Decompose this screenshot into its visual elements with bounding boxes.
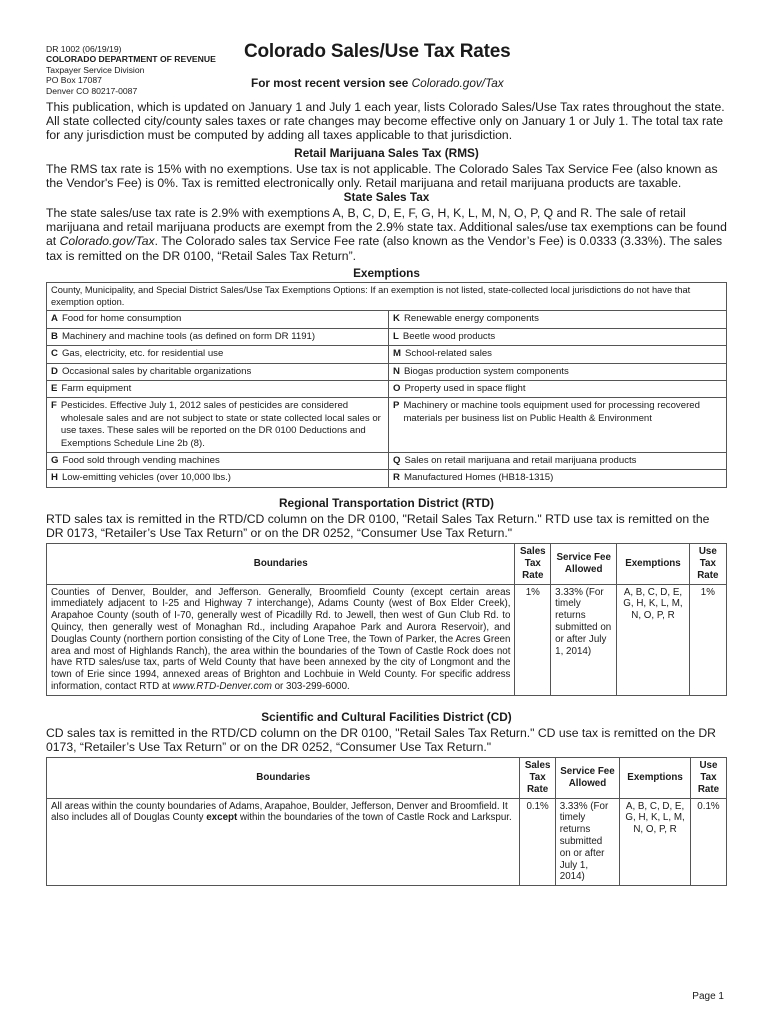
rtd-service-fee: 3.33% (For timely returns submitted on or after July 1, 2014) (551, 584, 617, 695)
exemption-letter: F (51, 400, 57, 412)
exemption-text: Renewable energy components (403, 313, 539, 325)
exemption-cell (47, 311, 389, 328)
exemptions-table (46, 282, 727, 488)
exemption-text: Property used in space flight (404, 383, 526, 395)
exemption-letter: E (51, 383, 58, 395)
header (46, 41, 727, 100)
rtd-col-exemptions: Exemptions (617, 544, 689, 584)
intro-paragraph: This publication, which is updated on January 1 and July 1 each year, lists Colorado Sales/Use Tax rates throughout the state. All state collected city/county sales taxes or rate changes may become effective only on January 1 or July 1. The total tax rate for any jurisdiction must be computed by adding all taxes applicable to that jurisdiction. (46, 100, 725, 143)
department-name: COLORADO DEPARTMENT OF REVENUE (46, 54, 216, 65)
header-address (46, 44, 216, 96)
rms-heading: Retail Marijuana Sales Tax (RMS) (294, 145, 479, 160)
page-subtitle: For most recent version see Colorado.gov/Tax (251, 76, 504, 90)
exemption-row (47, 470, 727, 487)
rtd-exemptions: A, B, C, D, E, G, H, K, L, M, N, O, P, R (617, 584, 689, 695)
exemption-cell (47, 346, 389, 363)
exemption-row (47, 346, 727, 363)
cd-row (47, 798, 727, 886)
rtd-table (46, 543, 727, 696)
exemption-cell (47, 363, 389, 380)
exemption-text: Manufactured Homes (HB18-1315) (403, 472, 554, 484)
exemption-row (47, 328, 727, 345)
exemption-text: Gas, electricity, etc. for residential use (61, 348, 224, 360)
exemption-text: Farm equipment (61, 383, 132, 395)
exemption-cell (47, 470, 389, 487)
exemptions-note: County, Municipality, and Special District Sales/Use Tax Exemptions Options: If an exemption is not listed, state-collected local jurisdictions do not have that exemption option. (47, 282, 727, 311)
cd-boundaries-text: All areas within the county boundaries of Adams, Arapahoe, Boulder, Jefferson, Denver and Broomfield. It also includes all of Douglas County except within the boundaries of the town of Castle Rock and Larkspur. (47, 798, 520, 886)
state-tax-link[interactable]: Colorado.gov/Tax (59, 234, 155, 249)
exemption-text: Machinery and machine tools (as defined on form DR 1191) (61, 330, 316, 342)
exemption-cell (47, 453, 389, 470)
exemption-row (47, 363, 727, 380)
exemption-cell (47, 381, 389, 398)
po-box: PO Box 17087 (46, 75, 102, 86)
exemption-letter: D (51, 365, 58, 377)
state-tax-paragraph: The state sales/use tax rate is 2.9% with exemptions A, B, C, D, E, F, G, H, K, L, M, N, O, P, Q and R. The sale of retail marijuana and retail marijuana products are exempt from the 2.9% state tax. Additional sales/use tax exemptions can be found at Colorado.gov/Tax. The Colorado sales tax Service Fee rate (also known as the Vendor’s Fee) is 0.0333 (3.33%). The sales tax is remitted on the DR 0100, “Retail Sales Tax Return”. (46, 206, 727, 263)
document-page (46, 41, 727, 886)
cd-col-boundaries: Boundaries (47, 758, 520, 798)
exemption-letter: Q (393, 455, 401, 467)
cd-heading: Scientific and Cultural Facilities District (CD) (261, 709, 512, 724)
exemption-row (47, 311, 727, 328)
exemption-cell (47, 398, 389, 453)
cd-exemptions: A, B, C, D, E, G, H, K, L, M, N, O, P, R (620, 798, 691, 886)
exemption-cell (47, 328, 389, 345)
exemption-cell (389, 328, 727, 345)
rtd-col-use: Use Tax Rate (689, 544, 726, 584)
exemption-letter: N (393, 365, 400, 377)
exemption-cell (389, 453, 727, 470)
rtd-col-fee: Service Fee Allowed (551, 544, 617, 584)
exemption-row (47, 453, 727, 470)
exemption-text: Biogas production system components (403, 365, 569, 377)
exemption-cell (389, 363, 727, 380)
exemption-row (47, 381, 727, 398)
rtd-heading: Regional Transportation District (RTD) (279, 495, 494, 510)
rtd-sales-rate: 1% (515, 584, 551, 695)
city-zip: Denver CO 80217-0087 (46, 85, 138, 96)
exemption-text: Food sold through vending machines (62, 455, 220, 467)
exemption-letter: R (393, 472, 400, 484)
division-name: Taxpayer Service Division (46, 64, 145, 75)
cd-col-fee: Service Fee Allowed (555, 758, 619, 798)
exemption-letter: O (393, 383, 401, 395)
rms-paragraph: The RMS tax rate is 15% with no exemptions. Use tax is not applicable. The Colorado Sales Tax Service Fee (also known as the Vendor's Fee) is 0%. Tax is remitted electronically only. Retail marijuana and retail marijuana products are taxable. (46, 161, 718, 190)
rtd-website-link[interactable]: www.RTD-Denver.com (172, 681, 272, 693)
exemption-text: Food for home consumption (61, 313, 182, 325)
cd-service-fee: 3.33% (For timely returns submitted on or after July 1, 2014) (555, 798, 619, 886)
exemptions-heading: Exemptions (353, 265, 420, 280)
exemption-text: Occasional sales by charitable organizations (61, 365, 252, 377)
exemption-cell (389, 398, 727, 453)
exemption-letter: H (51, 472, 58, 484)
exemption-cell (389, 470, 727, 487)
exemption-text: School-related sales (405, 348, 492, 360)
exemption-cell (389, 381, 727, 398)
exemption-letter: L (393, 330, 399, 342)
cd-col-sales: Sales Tax Rate (520, 758, 555, 798)
exemption-cell (389, 311, 727, 328)
exemption-letter: A (51, 313, 58, 325)
state-tax-heading: State Sales Tax (343, 190, 430, 205)
exemption-letter: G (51, 455, 59, 467)
exemption-row (47, 398, 727, 453)
exemption-letter: M (393, 348, 402, 360)
exemption-letter: C (51, 348, 58, 360)
colorado-tax-link[interactable]: Colorado.gov/Tax (411, 76, 504, 90)
exemption-letter: B (51, 330, 58, 342)
exemption-text: Beetle wood products (402, 330, 496, 342)
exemption-text: Sales on retail marijuana and retail marijuana products (404, 455, 637, 467)
rtd-paragraph: RTD sales tax is remitted in the RTD/CD column on the DR 0100, "Retail Sales Tax Return." RTD use tax is remitted on the DR 0173, “Retailer’s Use Tax Return” or on the DR 0252, “Consumer Use Tax Return." (46, 511, 710, 541)
exemption-letter: P (393, 400, 400, 412)
cd-col-use: Use Tax Rate (690, 758, 726, 798)
form-id: DR 1002 (06/19/19) (46, 44, 122, 54)
exemption-text: Machinery or machine tools equipment used for processing recovered materials per business list on Public Health & Environment (403, 400, 700, 424)
rtd-use-rate: 1% (689, 584, 726, 695)
rtd-col-boundaries: Boundaries (47, 544, 515, 584)
exemption-text: Pesticides. Effective July 1, 2012 sales of pesticides are considered wholesale sales and are not subject to state or state collected local sales or use taxes. These sales will be reported on the DR 0100 Deductions and Exemptions Schedule Line 2b (8). (60, 400, 381, 449)
rtd-col-sales: Sales Tax Rate (515, 544, 551, 584)
exemption-cell (389, 346, 727, 363)
page-title: Colorado Sales/Use Tax Rates (244, 41, 511, 62)
cd-paragraph: CD sales tax is remitted in the RTD/CD column on the DR 0100, "Retail Sales Tax Return." CD use tax is remitted on the DR 0173, “Retailer’s Use Tax Return” or on the DR 0252, “Consumer Use Tax Return." (46, 725, 716, 755)
rtd-boundaries-text: Counties of Denver, Boulder, and Jefferson. Generally, Broomfield County (except certain areas immediately adjacent to I-25 and Highway 7 interchange), Adams County (west of Box Elder Creek), Arapahoe County (south of I-70, generally west of Picadilly Rd. to Jewell, then west of Gun Club Rd. to Quincy, then generally west of Monaghan Rd., including Arapahoe Park and Aurora Reservoir), and Douglas County (northern portion consisting of the City of Lone Tree, the Town of Parker, the Acres Green area and most of Highlands Ranch), the area within the boundaries of the Town of Castle Rock does not have RTD sales/use tax, parts of Weld County that have been annexed by the city of Longmont and the town of Erie since 1994, annexed areas of Brighton and Lochbuie in Weld County. For specific address information, contact RTD at www.RTD-Denver.com or 303-299-6000. (47, 584, 515, 695)
page-number: Page 1 (692, 991, 724, 1002)
exemption-letter: K (393, 313, 400, 325)
exemption-text: Low-emitting vehicles (over 10,000 lbs.) (61, 472, 231, 484)
rtd-row (47, 584, 727, 695)
cd-col-exemptions: Exemptions (620, 758, 691, 798)
cd-table (46, 757, 727, 886)
cd-use-rate: 0.1% (690, 798, 726, 886)
cd-sales-rate: 0.1% (520, 798, 555, 886)
